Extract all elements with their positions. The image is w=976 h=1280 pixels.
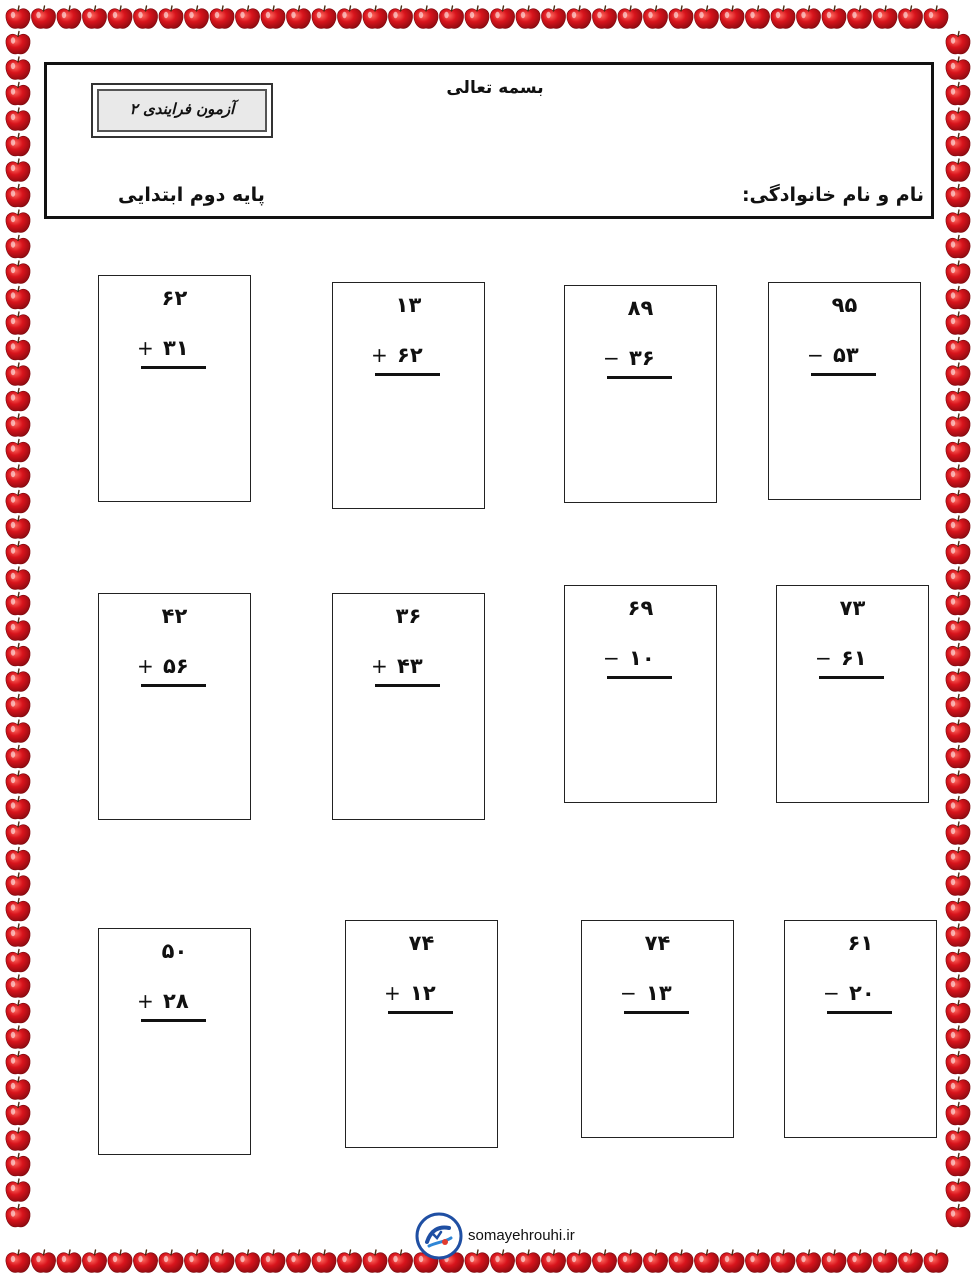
minus-sign: −: [620, 981, 637, 1005]
apple-icon: [312, 6, 336, 28]
apple-icon: [847, 6, 871, 28]
apple-icon: [6, 338, 30, 360]
apple-icon: [946, 873, 970, 895]
apple-icon: [946, 593, 970, 615]
apple-icon: [946, 669, 970, 691]
apple-icon: [946, 185, 970, 207]
apple-icon: [490, 1250, 514, 1272]
apple-icon: [6, 6, 30, 28]
apple-icon: [6, 1052, 30, 1074]
apple-icon: [235, 1250, 259, 1272]
apple-icon: [6, 695, 30, 717]
apple-icon: [946, 1052, 970, 1074]
apple-icon: [6, 899, 30, 921]
apple-icon: [946, 159, 970, 181]
apple-icon: [6, 746, 30, 768]
apple-icon: [6, 950, 30, 972]
apple-icon: [643, 1250, 667, 1272]
apple-icon: [946, 414, 970, 436]
problem-top-number: ۴۲: [161, 604, 188, 628]
apple-icon: [946, 797, 970, 819]
apple-icon: [6, 261, 30, 283]
apple-icon: [6, 1250, 30, 1272]
plus-sign: +: [137, 989, 154, 1013]
apple-icon: [6, 108, 30, 130]
apple-icon: [6, 1077, 30, 1099]
problem-top-number: ۶۱: [847, 931, 874, 955]
problem-top-number: ۸۹: [627, 296, 654, 320]
problem-card: [98, 275, 251, 502]
apple-icon: [669, 1250, 693, 1272]
apple-icon: [946, 516, 970, 538]
apple-icon: [133, 6, 157, 28]
answer-line: [141, 684, 206, 687]
student-name-label: نام و نام خانوادگی:: [741, 184, 924, 206]
problem-bottom-number: ۱۳: [646, 981, 672, 1005]
apple-icon: [6, 134, 30, 156]
apple-icon: [363, 1250, 387, 1272]
apple-icon: [771, 6, 795, 28]
apple-icon: [946, 822, 970, 844]
apple-icon: [898, 6, 922, 28]
apple-icon: [946, 771, 970, 793]
answer-line: [141, 366, 206, 369]
apple-icon: [946, 389, 970, 411]
problem-bottom-number: ۵۳: [833, 343, 859, 367]
apple-icon: [6, 1179, 30, 1201]
problem-card: [332, 282, 485, 509]
apple-icon: [439, 6, 463, 28]
problem-bottom-number: ۶۲: [397, 343, 423, 367]
apple-icon: [592, 1250, 616, 1272]
apple-icon: [745, 6, 769, 28]
apple-icon: [946, 1077, 970, 1099]
answer-line: [388, 1011, 453, 1014]
apple-icon: [337, 6, 361, 28]
apple-icon: [6, 516, 30, 538]
apple-icon: [159, 1250, 183, 1272]
apple-icon: [873, 1250, 897, 1272]
apple-icon: [822, 6, 846, 28]
apple-icon: [6, 644, 30, 666]
apple-icon: [847, 1250, 871, 1272]
problem-bottom-number: ۶۱: [841, 646, 867, 670]
problem-top-number: ۶۹: [627, 596, 654, 620]
answer-line: [624, 1011, 689, 1014]
grade-label: پایه دوم ابتدایی: [118, 184, 265, 206]
apple-icon: [6, 1128, 30, 1150]
problem-card: [345, 920, 498, 1148]
apple-icon: [210, 1250, 234, 1272]
apple-icon: [946, 1026, 970, 1048]
problem-top-number: ۷۴: [408, 931, 435, 955]
apple-icon: [57, 6, 81, 28]
problem-top-number: ۳۶: [395, 604, 422, 628]
apple-icon: [31, 1250, 55, 1272]
apple-icon: [6, 924, 30, 946]
apple-icon: [6, 1205, 30, 1227]
apple-icon: [6, 542, 30, 564]
plus-sign: +: [384, 981, 401, 1005]
apple-icon: [946, 287, 970, 309]
apple-icon: [286, 1250, 310, 1272]
apple-icon: [796, 6, 820, 28]
apple-icon: [6, 1001, 30, 1023]
apple-icon: [946, 746, 970, 768]
apple-icon: [184, 1250, 208, 1272]
apple-icon: [6, 618, 30, 640]
apple-icon: [946, 312, 970, 334]
answer-line: [375, 684, 440, 687]
apple-icon: [618, 1250, 642, 1272]
basmala-heading: بسمه تعالی: [446, 78, 544, 98]
apple-icon: [261, 6, 285, 28]
apple-icon: [946, 924, 970, 946]
apple-icon: [6, 975, 30, 997]
apple-icon: [465, 1250, 489, 1272]
apple-icon: [946, 1001, 970, 1023]
problem-top-number: ۱۳: [395, 293, 422, 317]
apple-icon: [745, 1250, 769, 1272]
problem-bottom-number: ۱۰: [629, 646, 655, 670]
apple-icon: [873, 6, 897, 28]
apple-icon: [946, 950, 970, 972]
apple-icon: [108, 6, 132, 28]
apple-icon: [6, 185, 30, 207]
apple-icon: [57, 1250, 81, 1272]
apple-icon: [946, 236, 970, 258]
apple-icon: [694, 1250, 718, 1272]
apple-icon: [6, 32, 30, 54]
apple-icon: [946, 848, 970, 870]
apple-icon: [694, 6, 718, 28]
apple-icon: [946, 1103, 970, 1125]
apple-icon: [643, 6, 667, 28]
apple-icon: [6, 236, 30, 258]
apple-icon: [82, 1250, 106, 1272]
apple-icon: [946, 491, 970, 513]
apple-icon: [159, 6, 183, 28]
apple-icon: [898, 1250, 922, 1272]
apple-icon: [6, 287, 30, 309]
exam-title-badge: [91, 83, 273, 138]
apple-icon: [541, 6, 565, 28]
apple-icon: [946, 1205, 970, 1227]
apple-icon: [946, 57, 970, 79]
apple-icon: [286, 6, 310, 28]
apple-icon: [312, 1250, 336, 1272]
apple-icon: [490, 6, 514, 28]
problem-card: [564, 285, 717, 503]
minus-sign: −: [603, 346, 620, 370]
problem-bottom-number: ۳۱: [163, 336, 189, 360]
plus-sign: +: [137, 654, 154, 678]
apple-icon: [946, 134, 970, 156]
problem-top-number: ۷۳: [839, 596, 866, 620]
apple-icon: [946, 720, 970, 742]
problem-card: [98, 928, 251, 1155]
problem-bottom-number: ۳۶: [629, 346, 655, 370]
apple-icon: [946, 338, 970, 360]
apple-icon: [946, 32, 970, 54]
brand-logo-icon: [415, 1212, 463, 1260]
problem-top-number: ۷۴: [644, 931, 671, 955]
apple-icon: [720, 1250, 744, 1272]
apple-icon: [6, 567, 30, 589]
apple-icon: [946, 1179, 970, 1201]
problem-card: [332, 593, 485, 820]
apple-icon: [946, 567, 970, 589]
apple-icon: [31, 6, 55, 28]
apple-icon: [720, 6, 744, 28]
apple-icon: [618, 6, 642, 28]
apple-icon: [946, 1128, 970, 1150]
apple-icon: [541, 1250, 565, 1272]
apple-icon: [6, 822, 30, 844]
apple-icon: [946, 695, 970, 717]
apple-icon: [592, 6, 616, 28]
problem-card: [784, 920, 937, 1138]
apple-icon: [946, 261, 970, 283]
problem-card: [98, 593, 251, 820]
apple-icon: [946, 83, 970, 105]
problem-card: [581, 920, 734, 1138]
apple-icon: [337, 1250, 361, 1272]
apple-icon: [6, 848, 30, 870]
apple-icon: [946, 210, 970, 232]
apple-icon: [414, 6, 438, 28]
apple-icon: [516, 1250, 540, 1272]
apple-icon: [946, 542, 970, 564]
answer-line: [819, 676, 884, 679]
problem-bottom-number: ۲۰: [849, 981, 875, 1005]
problem-card: [564, 585, 717, 803]
problem-bottom-number: ۲۸: [163, 989, 189, 1013]
answer-line: [811, 373, 876, 376]
problem-top-number: ۹۵: [831, 293, 858, 317]
apple-icon: [796, 1250, 820, 1272]
apple-icon: [6, 873, 30, 895]
apple-icon: [6, 491, 30, 513]
apple-icon: [946, 440, 970, 462]
minus-sign: −: [815, 646, 832, 670]
answer-line: [141, 1019, 206, 1022]
apple-icon: [6, 363, 30, 385]
apple-icon: [946, 618, 970, 640]
apple-icon: [946, 108, 970, 130]
exam-title: آزمون فرایندی ۲: [129, 100, 235, 118]
apple-icon: [6, 1026, 30, 1048]
apple-icon: [6, 440, 30, 462]
answer-line: [607, 376, 672, 379]
apple-icon: [235, 6, 259, 28]
answer-line: [827, 1011, 892, 1014]
apple-icon: [6, 720, 30, 742]
apple-icon: [6, 389, 30, 411]
apple-icon: [6, 465, 30, 487]
minus-sign: −: [603, 646, 620, 670]
apple-icon: [108, 1250, 132, 1272]
problem-bottom-number: ۱۲: [410, 981, 436, 1005]
minus-sign: −: [807, 343, 824, 367]
apple-icon: [133, 1250, 157, 1272]
apple-icon: [567, 1250, 591, 1272]
apple-icon: [516, 6, 540, 28]
minus-sign: −: [823, 981, 840, 1005]
apple-icon: [210, 6, 234, 28]
apple-icon: [946, 899, 970, 921]
apple-icon: [6, 159, 30, 181]
problem-card: [776, 585, 929, 803]
apple-icon: [924, 6, 948, 28]
answer-line: [607, 676, 672, 679]
apple-icon: [388, 1250, 412, 1272]
apple-icon: [6, 593, 30, 615]
problem-top-number: ۵۰: [161, 939, 188, 963]
plus-sign: +: [371, 343, 388, 367]
apple-icon: [669, 6, 693, 28]
apple-icon: [6, 669, 30, 691]
apple-icon: [6, 771, 30, 793]
apple-icon: [946, 644, 970, 666]
apple-icon: [363, 6, 387, 28]
apple-icon: [82, 6, 106, 28]
apple-icon: [946, 975, 970, 997]
problem-top-number: ۶۲: [161, 286, 188, 310]
apple-icon: [822, 1250, 846, 1272]
apple-icon: [6, 83, 30, 105]
problem-bottom-number: ۵۶: [163, 654, 189, 678]
apple-icon: [184, 6, 208, 28]
apple-icon: [946, 1154, 970, 1176]
apple-icon: [924, 1250, 948, 1272]
plus-sign: +: [371, 654, 388, 678]
apple-icon: [567, 6, 591, 28]
apple-icon: [771, 1250, 795, 1272]
apple-icon: [6, 1103, 30, 1125]
apple-icon: [6, 1154, 30, 1176]
apple-icon: [946, 465, 970, 487]
apple-icon: [946, 363, 970, 385]
answer-line: [375, 373, 440, 376]
problem-bottom-number: ۴۳: [397, 654, 423, 678]
problem-card: [768, 282, 921, 500]
apple-icon: [6, 797, 30, 819]
apple-icon: [261, 1250, 285, 1272]
apple-icon: [465, 6, 489, 28]
apple-icon: [6, 57, 30, 79]
apple-icon: [6, 312, 30, 334]
plus-sign: +: [137, 336, 154, 360]
footer-website: somayehrouhi.ir: [468, 1227, 575, 1244]
apple-icon: [6, 210, 30, 232]
apple-icon: [388, 6, 412, 28]
apple-icon: [6, 414, 30, 436]
